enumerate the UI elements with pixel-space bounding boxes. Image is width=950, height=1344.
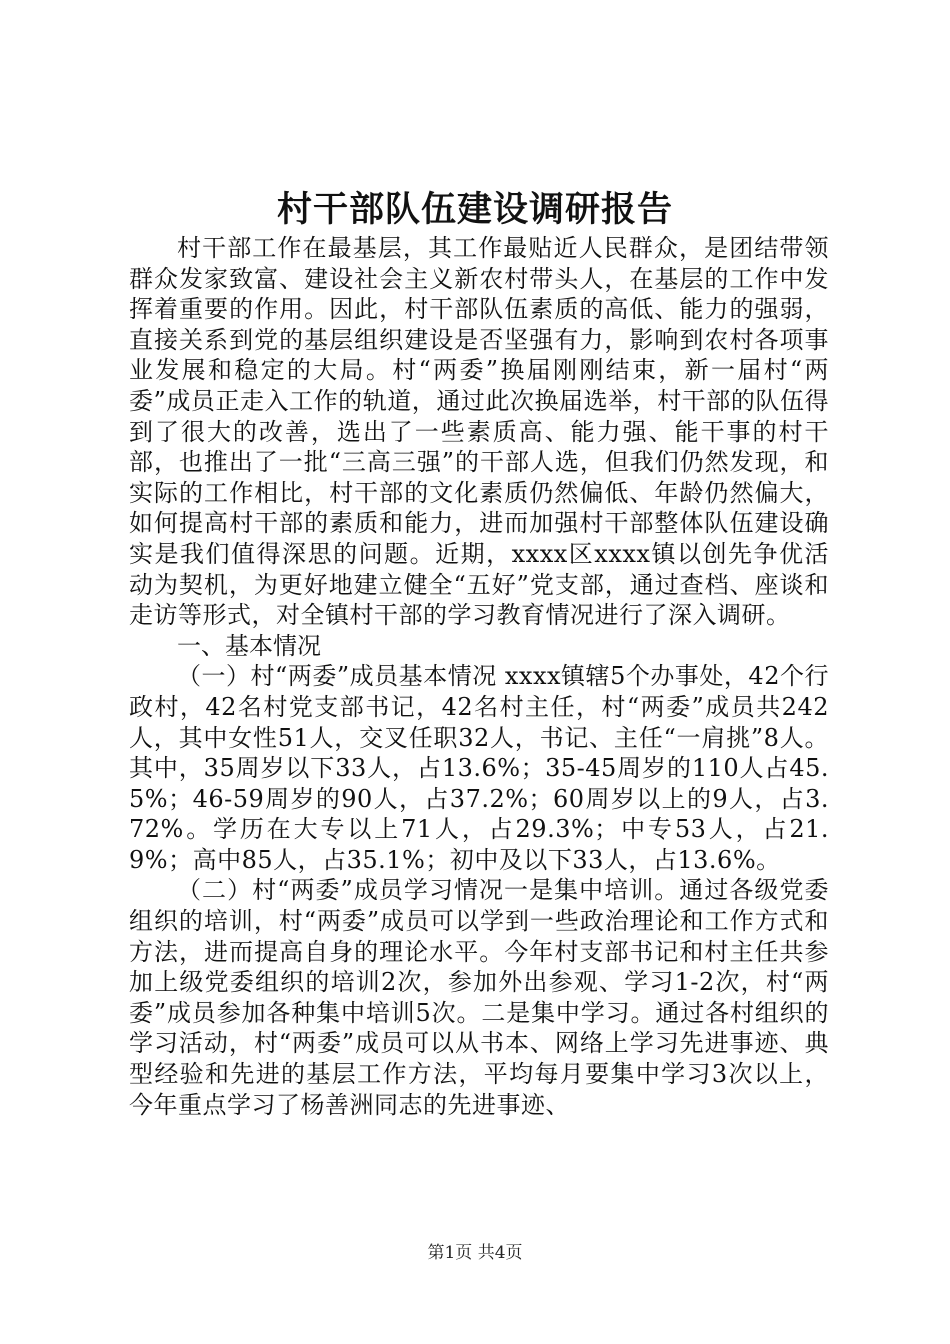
document-body [129,233,829,1120]
paragraph-member-study: （二）村“两委”成员学习情况一是集中培训。通过各级党委组织的培训，村“两委”成员可以学到一些政治理论和工作方式和方法，进而提高自身的理论水平。今年村支部书记和村主任共参加上级党委组织的培训2次，参加外出参观、学习1-2次，村“两委”成员参加各种集中培训5次。二是集中学习。通过各村组织的学习活动，村“两委”成员可以从书本、网络上学习先进事迹、典型经验和先进的基层工作方法，平均每月要集中学习3次以上，今年重点学习了杨善洲同志的先进事迹、 [129,876,829,1119]
paragraph-member-basics: （一）村“两委”成员基本情况 xxxx镇辖5个办事处，42个行政村，42名村党支部书记，42名村主任，村“两委”成员共242人，其中女性51人，交叉任职32人，书记、主任“一肩挑”8人。其中，35周岁以下33人，占13.6%；35-45周岁的110人占45.5%；46-59周岁的90人，占37.2%；60周岁以上的9人，占3.72%。学历在大专以上71人，占29.3%；中专53人，占21.9%；高中85人，占35.1%；初中及以下33人，占13.6%。 [129,662,829,874]
intro-paragraph: 村干部工作在最基层，其工作最贴近人民群众，是团结带领群众发家致富、建设社会主义新农村带头人，在基层的工作中发挥着重要的作用。因此，村干部队伍素质的高低、能力的强弱，直接关系到党的基层组织建设是否坚强有力，影响到农村各项事业发展和稳定的大局。村“两委”换届刚刚结束，新一届村“两委”成员正走入工作的轨道，通过此次换届选举，村干部的队伍得到了很大的改善，选出了一些素质高、能力强、能干事的村干部，也推出了一批“三高三强”的干部人选，但我们仍然发现，和实际的工作相比，村干部的文化素质仍然偏低、年龄仍然偏大，如何提高村干部的素质和能力，进而加强村干部整体队伍建设确实是我们值得深思的问题。近期，xxxx区xxxx镇以创先争优活动为契机，为更好地建立健全“五好”党支部，通过查档、座谈和走访等形式，对全镇村干部的学习教育情况进行了深入调研。 [129,234,829,630]
document-title: 村干部队伍建设调研报告 [276,189,673,230]
section-heading-basic-situation: 一、基本情况 [177,631,321,660]
page-number-footer: 第1页 共4页 [427,1243,523,1263]
